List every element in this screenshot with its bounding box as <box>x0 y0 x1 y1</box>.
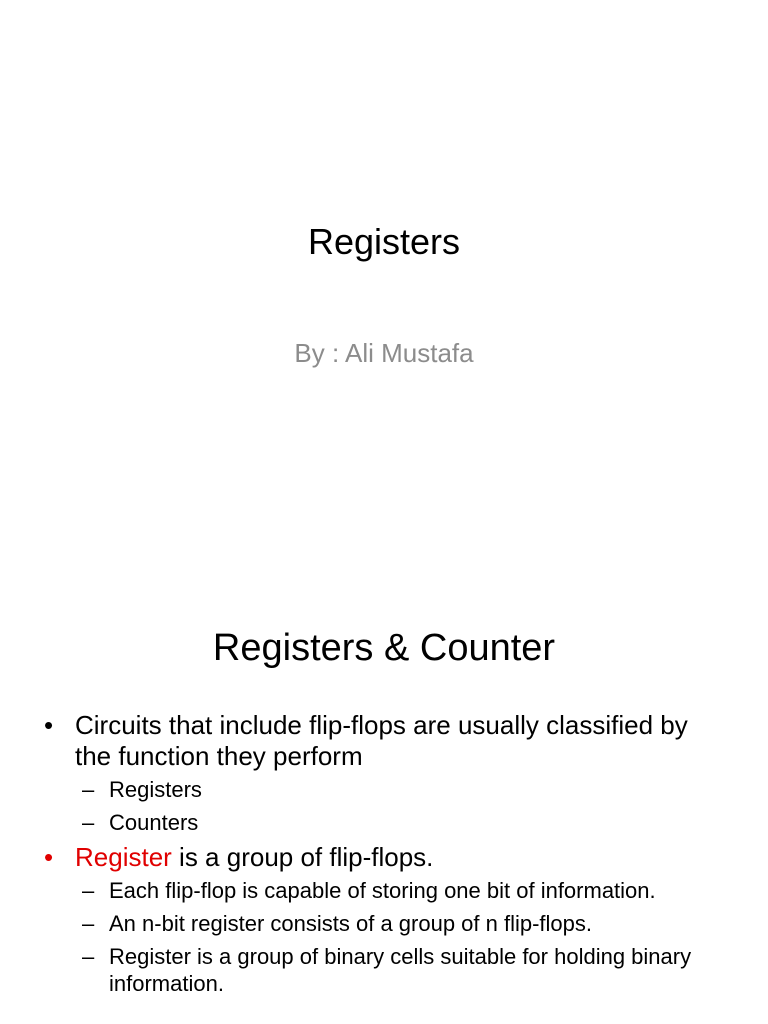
bullet-item-register <box>44 842 728 873</box>
sub-item-text: Registers <box>109 777 202 802</box>
sub-item-binary-cells <box>44 943 728 997</box>
dash-mark: – <box>82 878 95 903</box>
slide-subtitle: By : Ali Mustafa <box>294 338 474 368</box>
sub-item-text: An n-bit register consists of a group of n flip-flops. <box>109 911 593 936</box>
slide-title: Registers <box>307 221 461 262</box>
sub-item-storing <box>44 877 728 904</box>
sub-item-text: Counters <box>109 810 199 835</box>
highlight-term: Register <box>75 842 172 872</box>
dash-mark: – <box>82 911 95 936</box>
sub-item-nbit <box>44 910 728 937</box>
bullet-text: is a group of flip-flops. <box>171 842 434 872</box>
content-slide-title: Registers & Counter <box>212 627 556 669</box>
bullet-mark: • <box>44 842 54 872</box>
sub-item-registers <box>44 776 728 803</box>
bullet-text: Circuits that include flip-flops are usually classified by the function they perform <box>75 710 688 771</box>
bullet-list <box>44 710 728 1003</box>
bullet-mark: • <box>44 710 54 740</box>
content-slide <box>0 576 768 1024</box>
sub-item-text: Register is a group of binary cells suitable for holding binary information. <box>109 944 692 996</box>
bullet-item-circuits <box>44 710 728 772</box>
sub-item-counters <box>44 809 728 836</box>
sub-item-text: Each flip-flop is capable of storing one bit of information. <box>109 878 656 903</box>
dash-mark: – <box>82 944 95 969</box>
dash-mark: – <box>82 810 95 835</box>
dash-mark: – <box>82 777 95 802</box>
